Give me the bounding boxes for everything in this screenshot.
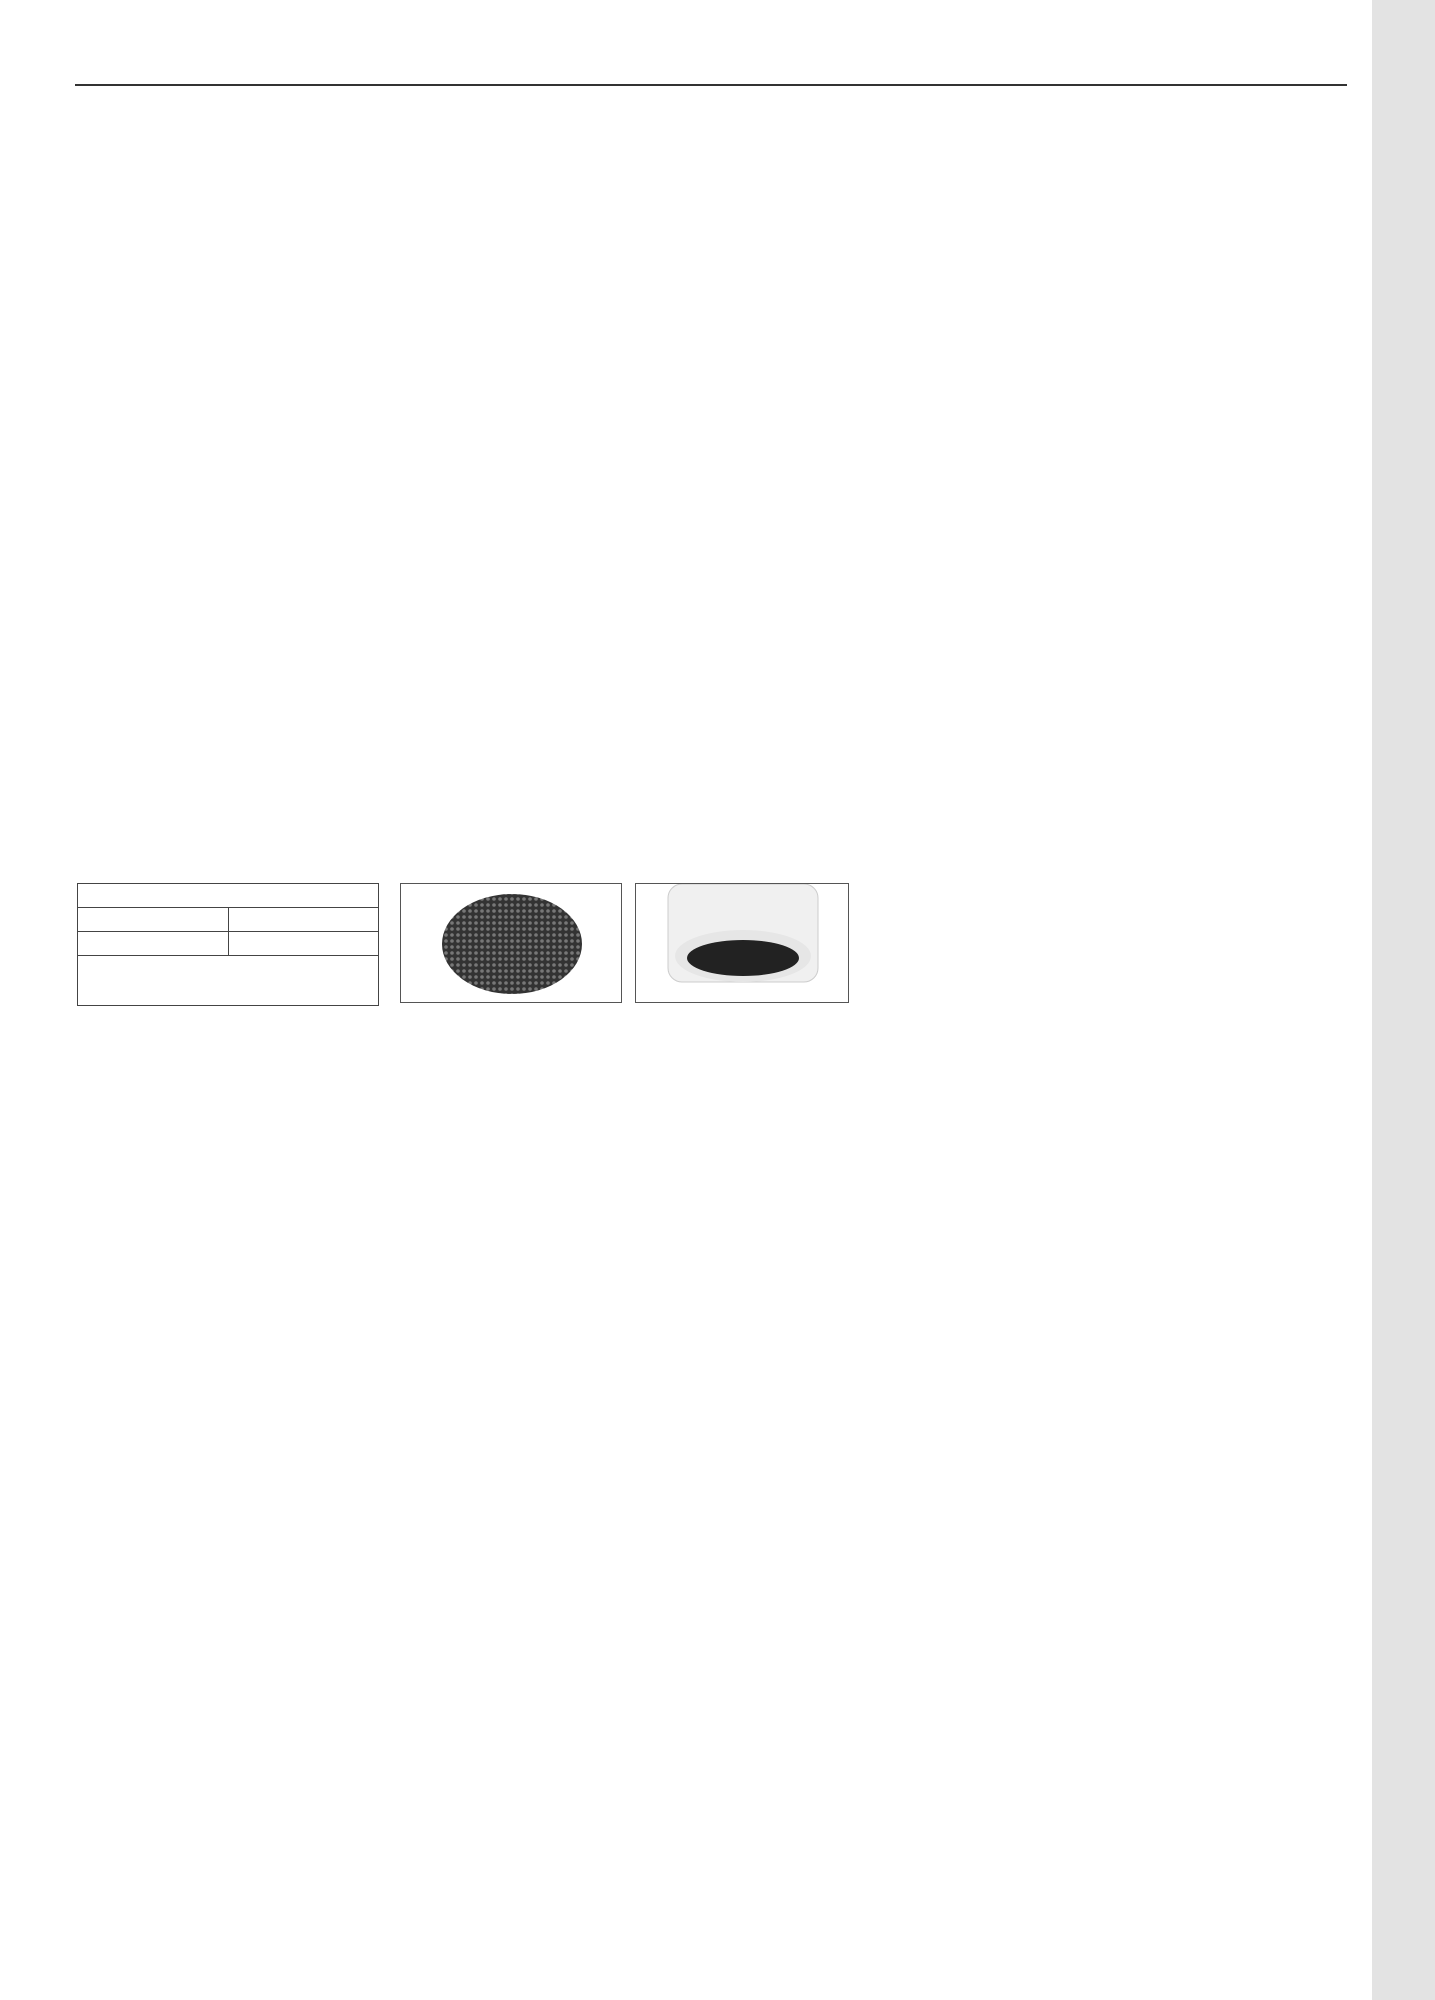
header-rule <box>75 84 1347 86</box>
honeycomb-size <box>78 908 229 932</box>
honeycomb-code <box>228 908 379 932</box>
side-label <box>1383 40 1423 240</box>
honeycomb-mounted-photo <box>635 883 849 1003</box>
honeycomb-note <box>78 956 379 1006</box>
honeycomb-code <box>228 932 379 956</box>
honeycomb-size <box>78 932 229 956</box>
honeycomb-photo <box>400 883 622 1003</box>
side-band <box>1372 0 1435 2000</box>
honeycomb-table <box>77 883 379 1006</box>
honeycomb-title <box>78 884 379 908</box>
